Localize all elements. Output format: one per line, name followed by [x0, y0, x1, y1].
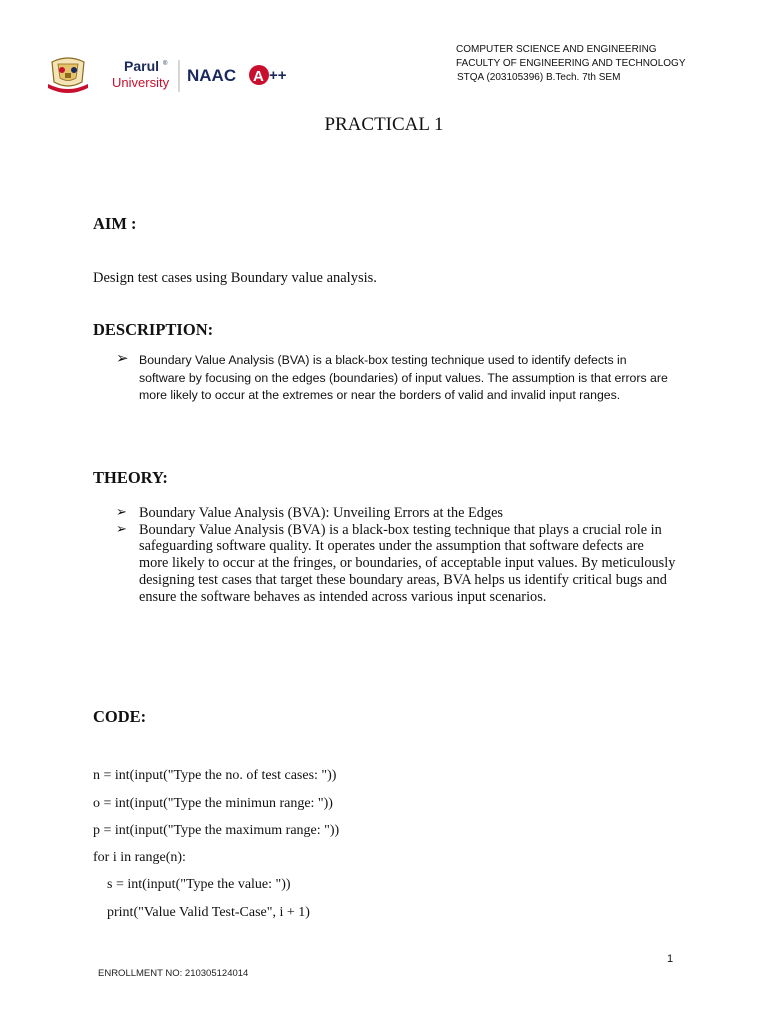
arrow-bullet-icon: ➢	[116, 520, 127, 536]
code-heading: CODE:	[93, 707, 147, 726]
header-dept: COMPUTER SCIENCE AND ENGINEERING	[456, 44, 657, 55]
theory-text: Boundary Value Analysis (BVA) is a black-box testing technique that plays a crucial role in safeguarding software quality. It operates under the assumption that software defects are more likely to occur at the fringes, or boundaries, of acceptable input values. By meticulously designing test cases that target these boundary areas, BVA helps us identify critical bugs and ensure the software behaves as intended across various input scenarios.	[139, 521, 676, 605]
registered-mark: ®	[163, 61, 168, 67]
page-title: PRACTICAL 1	[324, 114, 444, 135]
crest-icon	[48, 58, 88, 93]
enrollment-number: ENROLLMENT NO: 210305124014	[98, 968, 249, 979]
list-item	[116, 522, 676, 606]
aim-text: Design test cases using Boundary value analysis.	[93, 270, 377, 286]
code-line: print("Value Valid Test-Case", i + 1)	[93, 905, 310, 920]
logo-naac-text: NAAC	[187, 66, 237, 85]
aim-heading: AIM :	[93, 214, 137, 233]
university-logo	[46, 54, 296, 96]
description-list	[116, 352, 676, 405]
header-course: STQA (203105396) B.Tech. 7th SEM	[457, 72, 621, 83]
logo-plus-text: ++	[269, 67, 287, 84]
header-faculty: FACULTY OF ENGINEERING AND TECHNOLOGY	[456, 58, 686, 69]
logo-parul-text: Parul	[124, 58, 160, 74]
theory-text: Boundary Value Analysis (BVA): Unveiling Errors at the Edges	[139, 505, 503, 521]
page-number: 1	[667, 953, 674, 965]
logo-university-text: University	[112, 75, 170, 90]
code-line: s = int(input("Type the value: "))	[93, 877, 291, 892]
code-line: for i in range(n):	[93, 850, 186, 865]
code-line: o = int(input("Type the minimun range: "))	[93, 796, 333, 811]
list-item	[116, 352, 676, 405]
logo-grade-text: A	[253, 68, 264, 85]
code-line: p = int(input("Type the maximum range: "))	[93, 823, 340, 838]
code-line: n = int(input("Type the no. of test cases: "))	[93, 768, 337, 783]
theory-list	[116, 505, 676, 605]
description-heading: DESCRIPTION:	[93, 320, 214, 339]
header-info	[456, 43, 686, 85]
description-text: Boundary Value Analysis (BVA) is a black-box testing technique used to identify defects in software by focusing on the edges (boundaries) of input values. The assumption is that errors are more likely to occur at the extremes or near the borders of valid and invalid input ranges.	[139, 353, 668, 403]
list-item	[116, 505, 676, 522]
theory-heading: THEORY:	[93, 468, 168, 487]
arrow-bullet-icon: ➢	[116, 504, 127, 519]
arrow-bullet-icon: ➢	[116, 350, 129, 367]
header-logo	[46, 54, 296, 96]
